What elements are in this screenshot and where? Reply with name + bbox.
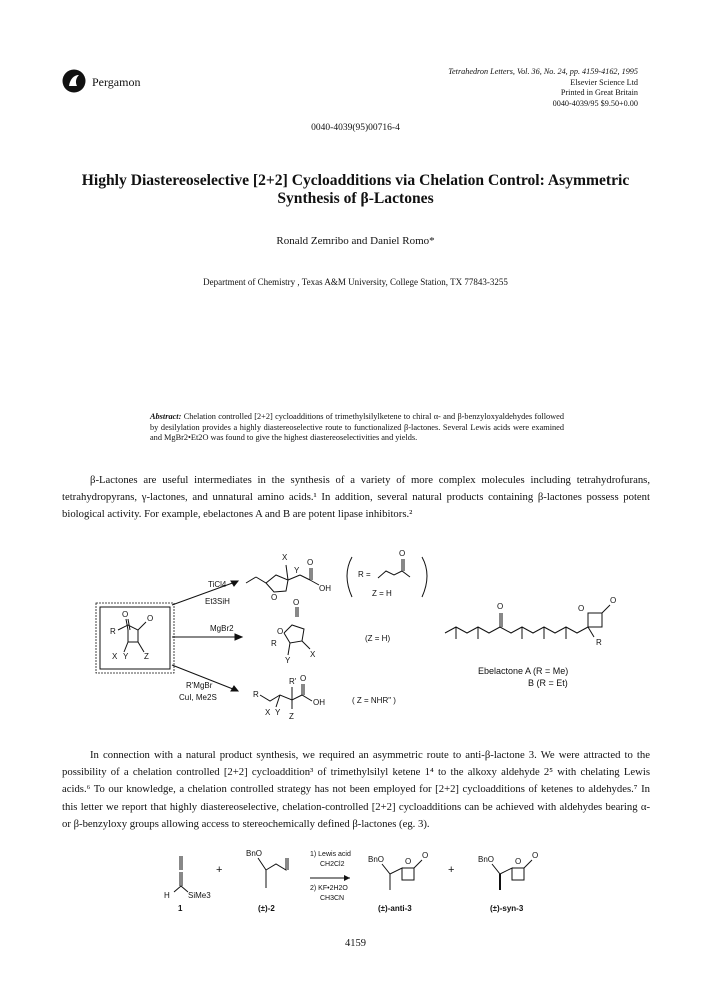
r-def-paren-left <box>347 557 352 597</box>
anti-o2: O <box>422 851 429 860</box>
step-1b: CH2Cl2 <box>320 861 345 868</box>
label-compound-2: (±)-2 <box>258 904 275 913</box>
reagent-et3sih: Et3SiH <box>205 597 230 606</box>
amino-acid-product <box>260 684 312 709</box>
paragraph-main-text: In connection with a natural product synthesis, we required an asymmetric route to anti-β-lactone 3. We were attracted to the possibility of a chelation controlled [2+2] cycloaddition³ of trimethylsilyl ketene 1⁴ to the alkoxy aldehyde 2⁵ with chelating Lewis acids.⁶ To our knowledge, a chelation controlled strategy has not been employed for [2+2] cycloadditions of ketenes to aldehydes.⁷ In this letter we report that highly diastereoselective, chelation-controlled [2+2] cycloadditions can be achieved with aldehydes bearing α- or β-benzyloxy groups allowing access to stereochemically defined β-lactones (eg. 3). <box>62 749 650 830</box>
paper-title: Highly Diastereoselective [2+2] Cycloadditions via Chelation Control: Asymmetric Synthesis of β-Lactones <box>81 172 630 207</box>
paragraph-intro-text: β-Lactones are useful intermediates in the synthesis of a variety of more complex molecules including tetrahydrofurans, tetrahydropyrans, γ-lactones, and unnatural amino acids.¹ In addition, several natural products containing β-lactones possess potent biological activity. For example, ebelactones A and B are potent lipase inhibitors.² <box>62 474 650 521</box>
abstract <box>150 412 564 444</box>
anti-o: O <box>405 857 412 866</box>
aa-oh: OH <box>313 698 325 707</box>
label-syn-3: (±)-syn-3 <box>490 904 524 913</box>
thf-oxo: O <box>307 558 314 567</box>
aa-y: Y <box>275 708 281 717</box>
paragraph-main <box>62 747 650 833</box>
aa-rp: R' <box>289 677 297 686</box>
gl-o-top: O <box>293 598 300 607</box>
scheme-1 <box>60 545 660 720</box>
z-nhr: ( Z = NHR" ) <box>352 696 396 705</box>
journal-info <box>448 67 638 109</box>
aa-o: O <box>300 674 307 683</box>
step-2: 2) KF•2H2O <box>310 885 348 892</box>
ketene-h: H <box>164 891 170 900</box>
atom-r: R <box>110 627 116 636</box>
r-def-paren-right <box>422 557 427 597</box>
aldehyde-bno: BnO <box>246 849 263 858</box>
r-def-label: R = <box>358 570 371 579</box>
plus-2: + <box>448 864 455 876</box>
doi: 0040-4039(95)00716-4 <box>311 123 400 133</box>
publisher-name: Pergamon <box>92 75 141 89</box>
thf-product <box>246 565 319 592</box>
gl-y: Y <box>285 656 291 665</box>
beta-lactone-structure <box>118 619 146 652</box>
gl-x: X <box>310 650 316 659</box>
atom-y: Y <box>123 652 129 661</box>
gl-o-ring: O <box>277 627 284 636</box>
syn-3-structure <box>492 860 532 890</box>
paragraph-intro <box>62 472 650 524</box>
eb-o-carbonyl: O <box>610 596 617 605</box>
page-number: 4159 <box>345 938 366 949</box>
z-h-2: (Z = H) <box>365 634 391 643</box>
anti-3-structure <box>382 860 422 890</box>
aa-z: Z <box>289 712 294 720</box>
step-1: 1) Lewis acid <box>310 851 351 858</box>
syn-o2: O <box>532 851 539 860</box>
eb-r: R <box>596 638 602 647</box>
scheme-2 <box>150 848 590 918</box>
atom-o-1: O <box>122 610 129 619</box>
pergamon-logo <box>62 69 86 93</box>
eb-o-ketone: O <box>497 602 504 611</box>
syn-o: O <box>515 857 522 866</box>
z-h-1: Z = H <box>372 589 392 598</box>
journal-printed: Printed in Great Britain <box>560 88 638 98</box>
authors: Ronald Zemribo and Daniel Romo* <box>276 235 435 247</box>
thf-o: O <box>271 593 278 602</box>
ketene-sime3: SiMe3 <box>188 891 211 900</box>
atom-x: X <box>112 652 118 661</box>
syn-bno: BnO <box>478 855 495 864</box>
r-def-structure <box>378 559 410 578</box>
alkoxy-aldehyde-structure <box>258 858 288 888</box>
anti-bno: BnO <box>368 855 385 864</box>
ebelactone-structure <box>445 605 610 639</box>
journal-publisher: Elsevier Science Ltd <box>570 77 638 87</box>
ebelactone-label-2: B (R = Et) <box>528 678 568 688</box>
label-anti-3: (±)-anti-3 <box>378 904 412 913</box>
label-compound-1: 1 <box>178 904 183 913</box>
reagent-ticl4: TiCl4 <box>208 580 227 589</box>
journal-price: 0040-4039/95 $9.50+0.00 <box>552 98 638 108</box>
reagent-rmgbr: R'MgBr <box>186 681 213 690</box>
ebelactone-label-1: Ebelactone A (R = Me) <box>478 666 569 676</box>
abstract-text: Chelation controlled [2+2] cycloadditions of trimethylsilylketene to chiral α- and β-benzyloxyaldehydes followed by desilylation provides a highly diastereoselective route to functionalized β-lactones. Several Lewis acids were examined and MgBr2•Et2O was found to give the highest diastereoselectivities and yields. <box>150 412 564 443</box>
atom-z: Z <box>144 652 149 661</box>
thf-y: Y <box>294 566 300 575</box>
eb-o-ring: O <box>578 604 585 613</box>
atom-o-2: O <box>147 614 154 623</box>
gl-r: R <box>271 639 277 648</box>
reagent-mgbr2: MgBr2 <box>210 624 234 633</box>
thf-x: X <box>282 553 288 562</box>
gamma-lactone-product <box>284 607 310 655</box>
r-def-o: O <box>399 549 406 558</box>
trimethylsilylketene-structure <box>174 856 188 892</box>
affiliation: Department of Chemistry , Texas A&M University, College Station, TX 77843-3255 <box>203 277 508 287</box>
step-2b: CH3CN <box>320 895 345 902</box>
aa-x: X <box>265 708 271 717</box>
starting-material-box <box>100 607 170 669</box>
thf-oh: OH <box>319 584 331 593</box>
plus-1: + <box>216 864 223 876</box>
abstract-label: Abstract: <box>150 412 182 421</box>
aa-r: R <box>253 690 259 699</box>
reagent-cui: CuI, Me2S <box>179 693 217 702</box>
journal-citation: Tetrahedron Letters, Vol. 36, No. 24, pp. 4159-4162, 1995 <box>448 67 638 76</box>
